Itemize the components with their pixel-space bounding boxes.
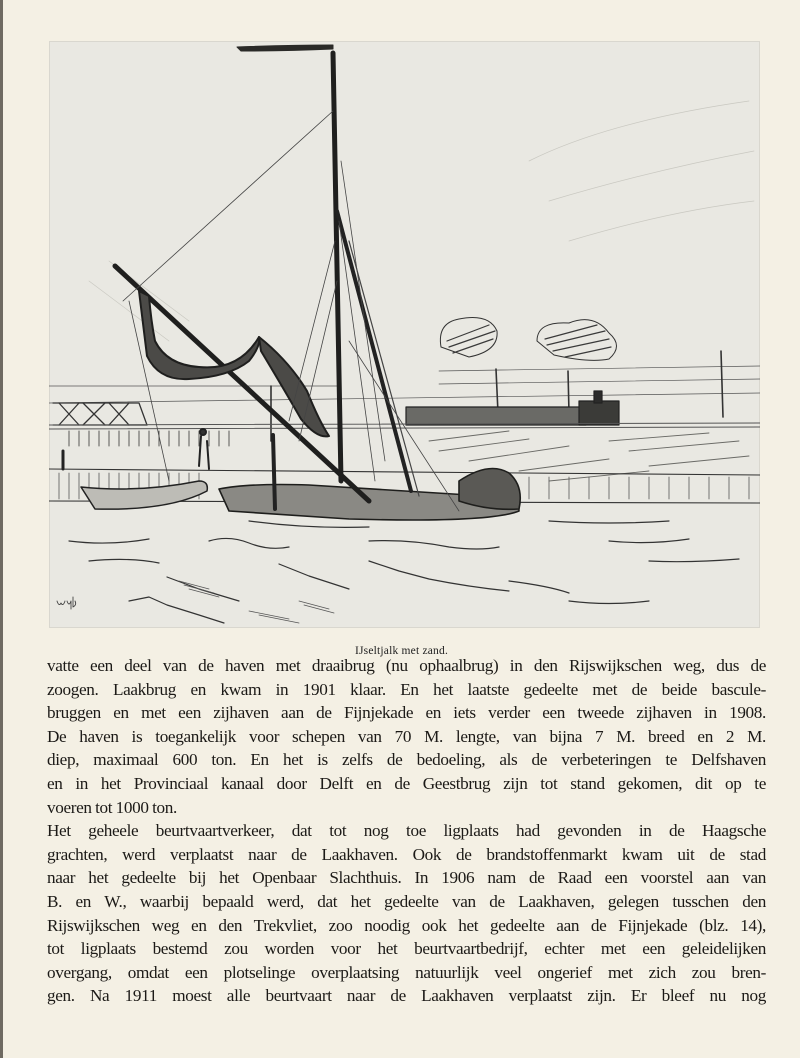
etching-illustration xyxy=(49,41,760,628)
text-line: Het geheele beurtvaartverkeer, dat tot nog toe ligplaats had gevonden in de Haagsche xyxy=(47,821,766,841)
text-line: gen. Na 1911 moest alle beurtvaart naar de Laakhaven verplaatst zijn. Er bleef nu nog xyxy=(47,986,766,1006)
text-line: overgang, omdat een plotselinge overplaatsing natuurlijk veel ongerief met zich zou bren- xyxy=(47,962,766,982)
text-line: Rijswijkschen weg en den Trekvliet, zoo noodig ook het gedeelte aan de Fijnjekade (blz. 14), xyxy=(47,915,766,935)
body-paragraphs xyxy=(47,654,766,1008)
text-line: zoogen. Laakbrug en kwam in 1901 klaar. En het laatste gedeelte met de beide bascule- xyxy=(47,679,766,699)
text-line: B. en W., waarbij bepaald werd, dat het gedeelte van de Laakhaven, gelegen tusschen den xyxy=(47,891,766,911)
text-line: De haven is toegankelijk voor schepen van 70 M. lengte, van bijna 7 M. breed en 2 M. xyxy=(47,726,766,746)
sailing-barge-drawing xyxy=(49,41,760,628)
artist-signature xyxy=(57,597,76,609)
text-line: diep, maximaal 600 ton. En het is zelfs de bedoeling, als de verbeteringen te Delfshaven xyxy=(47,750,766,770)
text-line: bruggen en met een zijhaven aan de Fijnjekade en iets verder een tweede zijhaven in 1908. xyxy=(47,703,766,723)
text-line: vatte een deel van de haven met draaibrug (nu ophaalbrug) in den Rijswijkschen weg, dus de xyxy=(47,656,766,675)
text-line: grachten, werd verplaatst naar de Laakhaven. Ook de brandstoffenmarkt kwam uit de stad xyxy=(47,844,766,864)
text-line: naar het gedeelte bij het Openbaar Slachthuis. In 1906 nam de Raad een voorstel aan van xyxy=(47,868,766,888)
text-line: voeren tot 1000 ton. xyxy=(47,797,177,817)
figure-caption: IJseltjalk met zand. xyxy=(354,645,449,657)
text-line: tot ligplaats bestemd zou worden voor het beurtvaartbedrijf, echter met een geleidelijken xyxy=(47,939,766,959)
text-line: en in het Provinciaal kanaal door Delft en de Geestbrug zijn tot stand gekomen, dit op te xyxy=(47,773,766,793)
